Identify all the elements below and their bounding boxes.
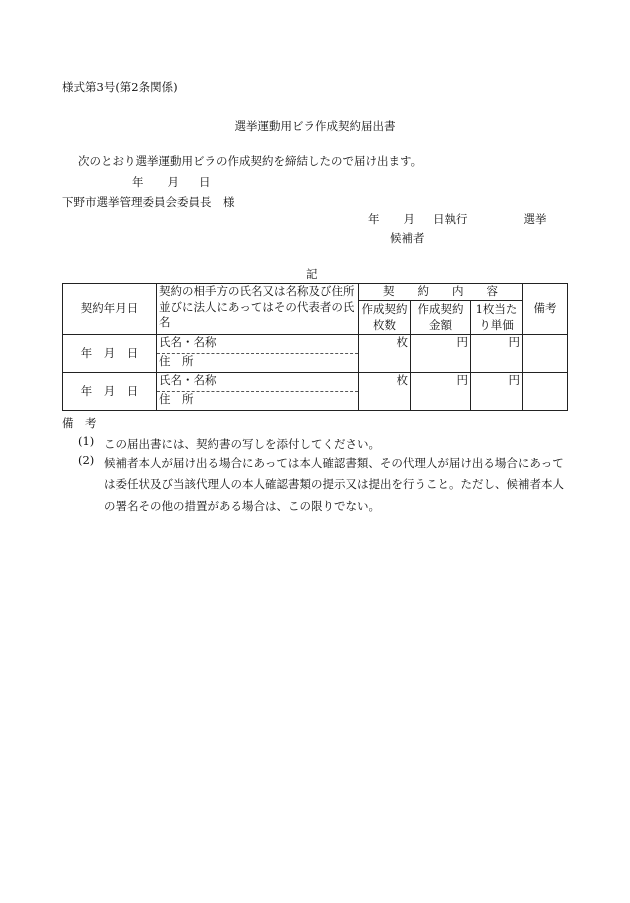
date-day: 日 xyxy=(199,175,211,189)
ki-label: 記 xyxy=(306,267,318,281)
candidate-label: 候補者 xyxy=(390,231,425,245)
header-sheets: 作成契約枚数 xyxy=(359,301,411,335)
election-suffix: 選挙 xyxy=(523,212,547,226)
submission-date xyxy=(132,176,211,190)
row-address-field[interactable]: 住 所 xyxy=(157,392,359,411)
note-text: 候補者本人が届け出る場合にあっては本人確認書類、その代理人が届け出る場合にあっては委任状及び当該代理人の本人確認書類の提示又は提出を行うこと。ただし、候補者本人の署名その他の措置がある場合は、この限りでない。 xyxy=(104,456,564,513)
row-amount[interactable]: 円 xyxy=(411,335,471,373)
election-month: 月 xyxy=(403,212,415,226)
row-contract-date[interactable]: 年 月 日 xyxy=(63,335,157,373)
row-name-field[interactable]: 氏名・名称 xyxy=(157,373,359,392)
form-number: 様式第3号(第2条関係) xyxy=(62,80,178,94)
table-row xyxy=(63,335,568,354)
addressee: 下野市選挙管理委員会委員長 様 xyxy=(62,195,235,209)
row-remarks[interactable] xyxy=(523,335,568,373)
row-name-field[interactable]: 氏名・名称 xyxy=(157,335,359,354)
notes-heading: 備 考 xyxy=(62,416,97,430)
header-unit-price: 1枚当たり単価 xyxy=(471,301,523,335)
row-sheets[interactable]: 枚 xyxy=(359,335,411,373)
intro-text: 次のとおり選挙運動用ビラの作成契約を締結したので届け出ます。 xyxy=(78,154,423,168)
election-date-line xyxy=(368,213,547,227)
header-contract-content: 契 約 内 容 xyxy=(359,284,523,301)
row-remarks[interactable] xyxy=(523,373,568,411)
date-month: 月 xyxy=(167,175,179,189)
row-unit-price[interactable]: 円 xyxy=(471,335,523,373)
table-row xyxy=(63,373,568,392)
date-year: 年 xyxy=(132,175,144,189)
header-amount: 作成契約金額 xyxy=(411,301,471,335)
row-amount[interactable]: 円 xyxy=(411,373,471,411)
row-address-field[interactable]: 住 所 xyxy=(157,354,359,373)
document-title: 選挙運動用ビラ作成契約届出書 xyxy=(234,119,396,133)
row-contract-date[interactable]: 年 月 日 xyxy=(63,373,157,411)
note-number: (2) xyxy=(78,453,95,467)
row-sheets[interactable]: 枚 xyxy=(359,373,411,411)
row-unit-price[interactable]: 円 xyxy=(471,373,523,411)
note-text: この届出書には、契約書の写しを添付してください。 xyxy=(104,437,380,451)
header-contract-date: 契約年月日 xyxy=(63,284,157,335)
note-number: (1) xyxy=(78,434,95,448)
election-day: 日執行 xyxy=(433,212,468,226)
header-counterparty: 契約の相手方の氏名又は名称及び住所並びに法人にあってはその代表者の氏名 xyxy=(157,284,359,335)
contract-table xyxy=(62,283,568,411)
election-year: 年 xyxy=(368,212,380,226)
header-remarks: 備考 xyxy=(523,284,568,335)
